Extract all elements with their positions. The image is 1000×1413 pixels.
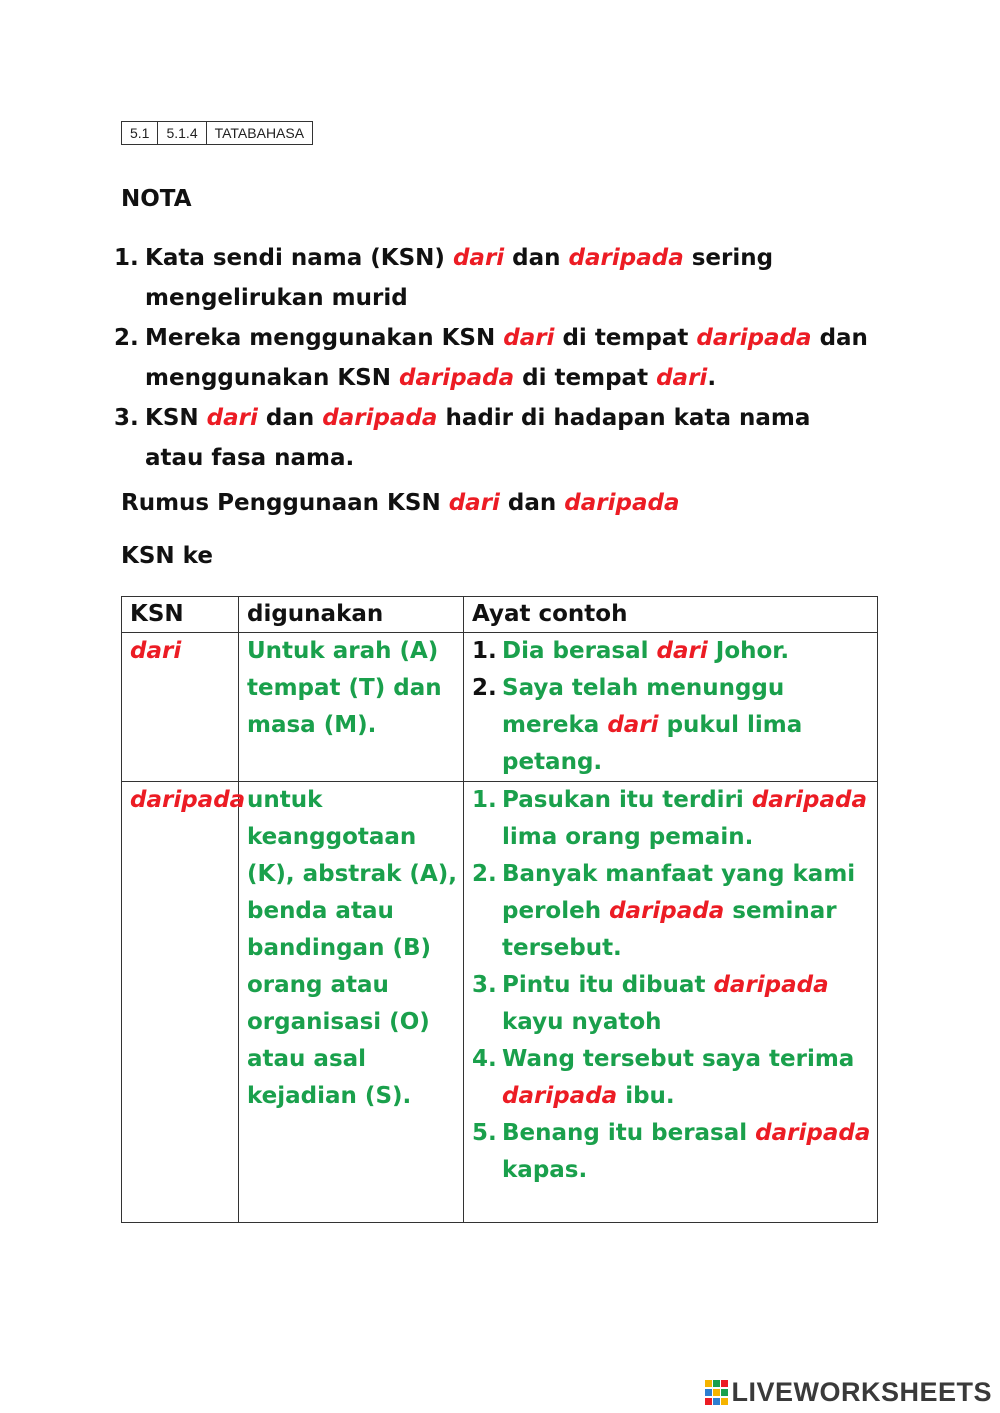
subsection-code: 5.1.4: [158, 122, 206, 145]
example-item: 4. Wang tersebut saya terima daripada ibu.: [472, 1046, 855, 1109]
examples-cell: [464, 782, 878, 1223]
header-ksn: KSN: [122, 597, 239, 633]
example-item: 1. Pasukan itu terdiri daripada lima orang pemain.: [472, 787, 867, 850]
note-number: 1.: [114, 245, 139, 271]
usage-cell: Untuk arah (A) tempat (T) dan masa (M).: [239, 633, 464, 782]
example-item: 2. Banyak manfaat yang kami peroleh daripada seminar tersebut.: [472, 861, 856, 961]
section-code: 5.1: [122, 122, 158, 145]
rumus-heading: Rumus Penggunaan KSN dari dan daripada: [121, 490, 680, 516]
note-item: [114, 318, 874, 398]
ksn-usage-table: [121, 596, 878, 1223]
notes-list: [114, 238, 874, 478]
note-text: Mereka menggunakan KSN dari di tempat daripada dan menggunakan KSN daripada di tempat dari.: [145, 325, 868, 391]
example-item: 1. Dia berasal dari Johor.: [472, 638, 790, 664]
header-digunakan: digunakan: [239, 597, 464, 633]
topic-label: TATABAHASA: [206, 122, 312, 145]
usage-cell: untuk keanggotaan (K), abstrak (A), benda atau bandingan (B) orang atau organisasi (O) atau asal kejadian (S).: [239, 782, 464, 1223]
table-row: [122, 782, 878, 1223]
note-number: 2.: [114, 325, 139, 351]
liveworksheets-logo: [705, 1377, 992, 1408]
examples-cell: [464, 633, 878, 782]
topic-code-table: [121, 121, 313, 145]
table-row: [122, 633, 878, 782]
note-number: 3.: [114, 405, 139, 431]
liveworksheets-logo-icon: [705, 1380, 729, 1406]
logo-text: LIVEWORKSHEETS: [731, 1377, 992, 1407]
example-item: 2. Saya telah menunggu mereka dari pukul lima petang.: [472, 675, 803, 775]
note-text: Kata sendi nama (KSN) dari dan daripada sering mengelirukan murid: [145, 245, 774, 311]
example-item: 3. Pintu itu dibuat daripada kayu nyatoh: [472, 972, 829, 1035]
note-text: KSN dari dan daripada hadir di hadapan kata nama atau fasa nama.: [145, 405, 811, 471]
example-item: 5. Benang itu berasal daripada kapas.: [472, 1120, 871, 1183]
nota-heading: NOTA: [121, 186, 192, 212]
note-item: [114, 398, 874, 478]
ksn-cell: daripada: [122, 782, 239, 1223]
header-ayat-contoh: Ayat contoh: [464, 597, 878, 633]
ksn-cell: dari: [122, 633, 239, 782]
ksn-ke-label: KSN ke: [121, 543, 213, 569]
table-header-row: [122, 597, 878, 633]
note-item: [114, 238, 874, 318]
